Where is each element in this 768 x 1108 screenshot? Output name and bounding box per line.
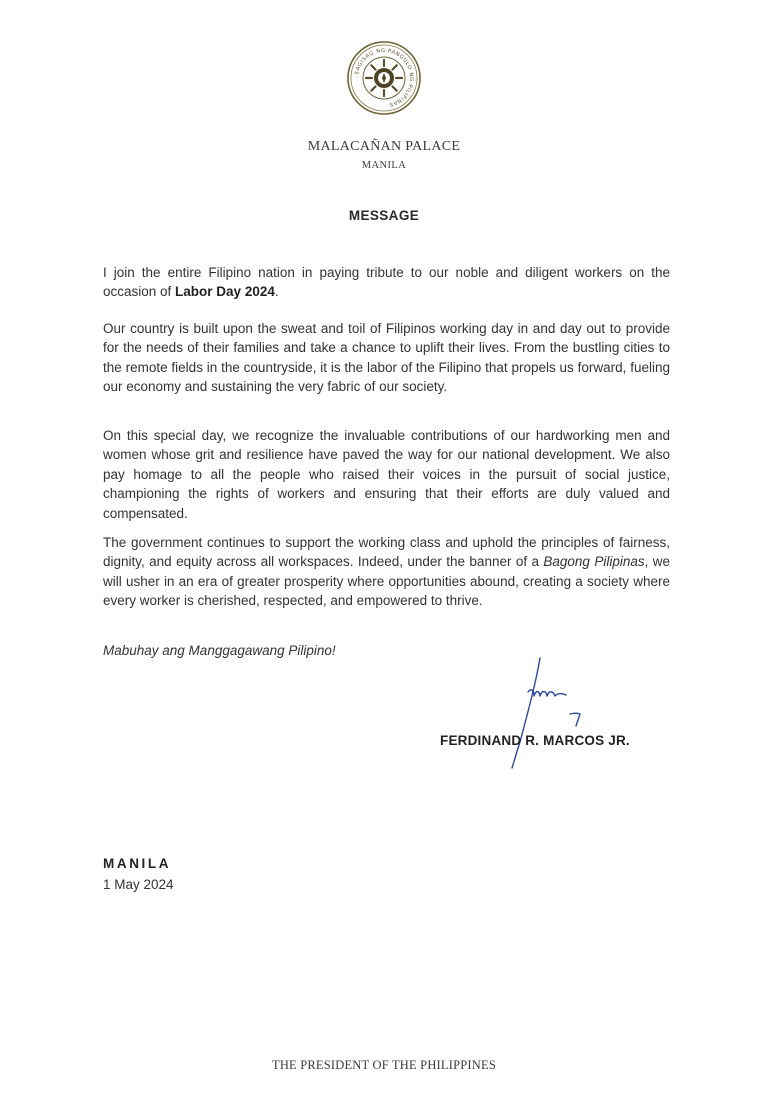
paragraph-government-text: The government continues to support the working class and uphold the principles of fairness, dignity, and equity across all workspaces. Indeed, under the banner of a — [103, 535, 670, 570]
bagong-pilipinas-italic: Bagong Pilipinas — [543, 554, 645, 570]
signature — [478, 652, 588, 772]
date-line: 1 May 2024 — [103, 877, 174, 892]
paragraph-government — [103, 533, 670, 611]
paragraph-government-end: , we will usher in an era of greater prosperity where opportunities abound, creating a society where every worker is cherished, respected, and empowered to thrive. — [103, 554, 671, 609]
office-name: MALACAÑAN PALACE — [307, 139, 461, 154]
paragraph-labor: Our country is built upon the sweat and toil of Filipinos working day in and day out to provide for the needs of their families and take a chance to uplift their lives. From the bustling cities to the remote fields in the countryside, it is the labor of the Filipino that propels us forward, fueling our economy and sustaining the very fabric of our society. — [103, 321, 670, 395]
message-title: MESSAGE — [348, 208, 420, 223]
footer-title: THE PRESIDENT OF THE PHILIPPINES — [271, 1058, 496, 1072]
seal-icon — [346, 40, 422, 116]
paragraph-intro — [103, 263, 670, 302]
signature-mark — [478, 652, 588, 772]
place-line: MANILA — [103, 856, 172, 871]
closing-line: Mabuhay ang Manggagawang Pilipino! — [103, 643, 336, 658]
office-city: MANILA — [361, 160, 407, 171]
paragraph-intro-end: . — [274, 284, 279, 300]
paragraph-intro-text: I join the entire Filipino nation in paying tribute to our noble and diligent workers on the occasion of — [103, 265, 670, 300]
seal-text: SAGISAG NG PANGULO NG PILIPINAS — [354, 47, 415, 108]
occasion-bold: Labor Day 2024 — [175, 284, 275, 300]
presidential-seal — [346, 40, 422, 116]
paragraph-recognition: On this special day, we recognize the invaluable contributions of our hardworking men and women whose grit and resilience have paved the way for our national development. We also pay homage to all the people who raised their voices in the pursuit of social justice, championing the rights of workers and ensuring that their efforts are duly valued and compensated. — [103, 428, 670, 521]
signatory-name: FERDINAND R. MARCOS JR. — [440, 733, 630, 748]
